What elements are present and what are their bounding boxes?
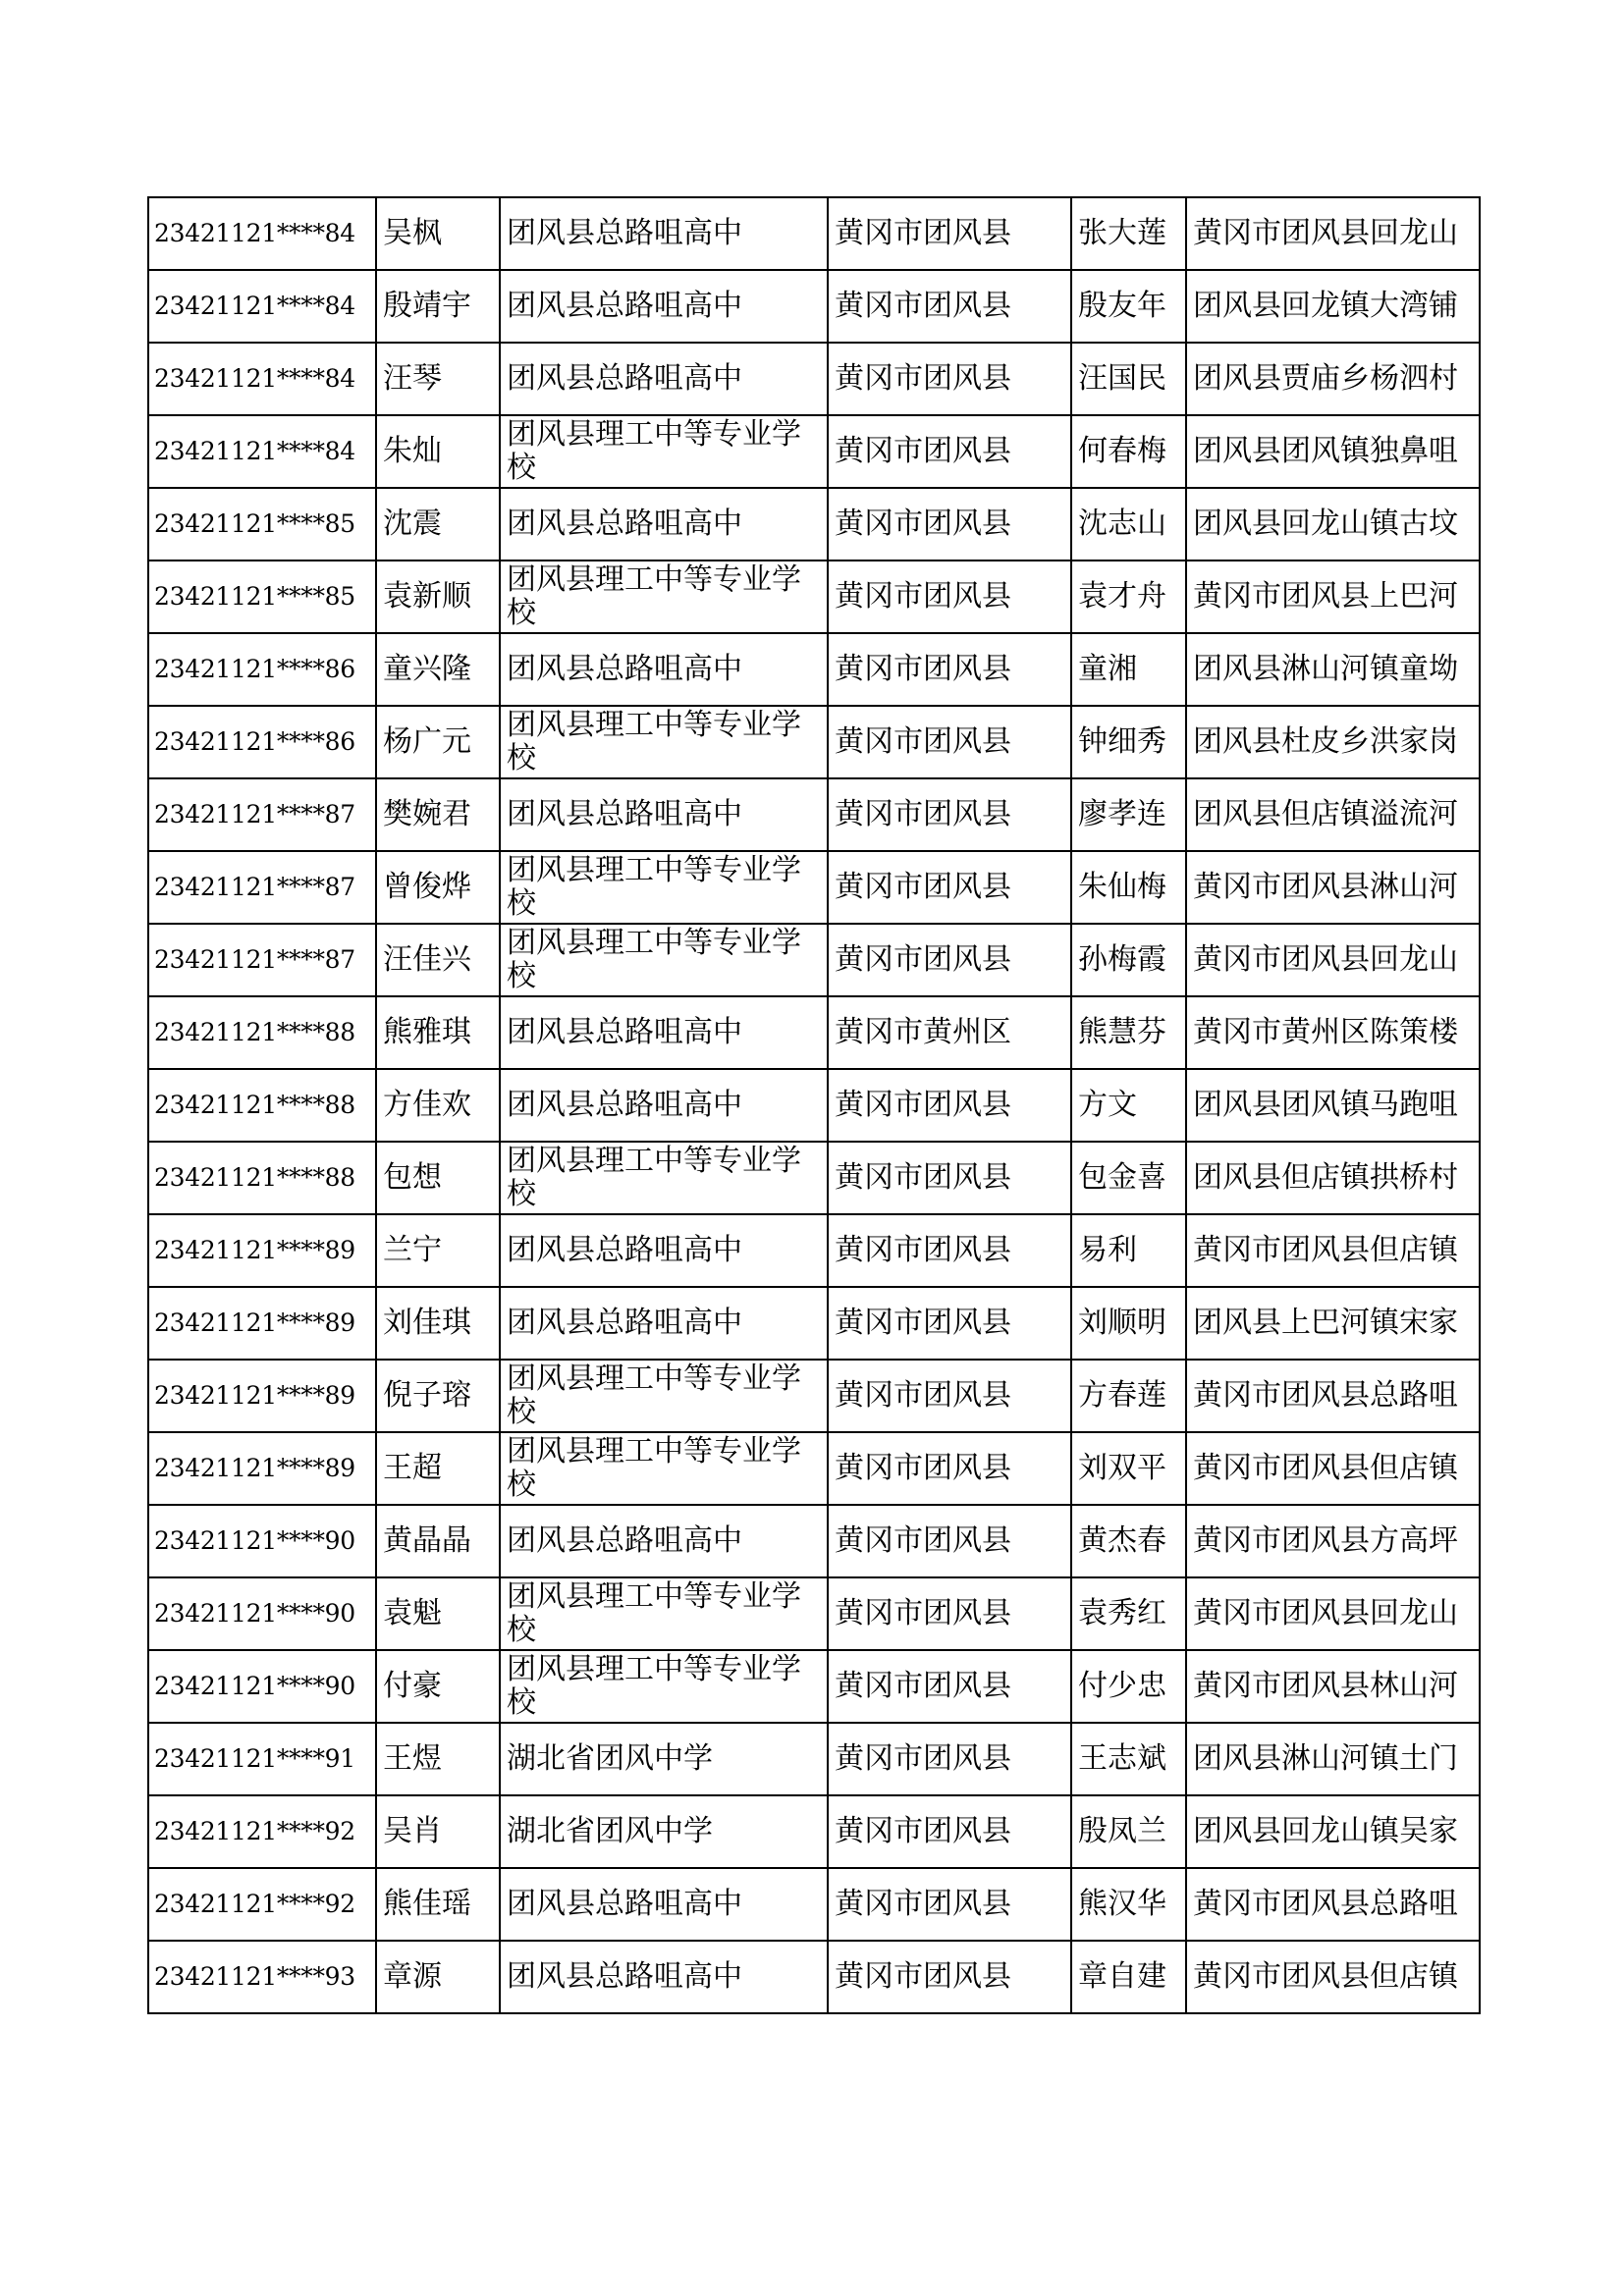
table-row (148, 1795, 1480, 1868)
region-cell: 黄冈市团风县 (828, 1577, 1071, 1650)
exam-id-cell: 23421121****88 (148, 996, 376, 1069)
address-cell: 黄冈市团风县回龙山 (1186, 924, 1480, 996)
exam-id-cell: 23421121****90 (148, 1577, 376, 1650)
student-table (147, 196, 1481, 2014)
exam-id-cell: 23421121****88 (148, 1069, 376, 1142)
guardian-name-cell: 王志斌 (1071, 1723, 1186, 1795)
region-cell: 黄冈市团风县 (828, 633, 1071, 706)
table-row (148, 415, 1480, 488)
school-cell: 团风县理工中等专业学校 (500, 1432, 828, 1505)
guardian-name-cell: 刘顺明 (1071, 1287, 1186, 1360)
exam-id-cell: 23421121****93 (148, 1941, 376, 2013)
student-name-cell: 袁新顺 (376, 561, 500, 633)
region-cell: 黄冈市团风县 (828, 197, 1071, 270)
guardian-name-cell: 沈志山 (1071, 488, 1186, 561)
address-cell: 团风县淋山河镇童坳 (1186, 633, 1480, 706)
school-cell: 团风县总路咀高中 (500, 1287, 828, 1360)
exam-id-cell: 23421121****87 (148, 924, 376, 996)
table-row (148, 270, 1480, 343)
region-cell: 黄冈市团风县 (828, 1142, 1071, 1214)
table-row (148, 1287, 1480, 1360)
table-row (148, 633, 1480, 706)
address-cell: 团风县团风镇马跑咀 (1186, 1069, 1480, 1142)
school-cell: 团风县总路咀高中 (500, 778, 828, 851)
table-row (148, 1214, 1480, 1287)
region-cell: 黄冈市团风县 (828, 1868, 1071, 1941)
student-name-cell: 殷靖宇 (376, 270, 500, 343)
table-row (148, 1650, 1480, 1723)
guardian-name-cell: 付少忠 (1071, 1650, 1186, 1723)
address-cell: 团风县回龙镇大湾铺 (1186, 270, 1480, 343)
table-row (148, 1723, 1480, 1795)
guardian-name-cell: 熊汉华 (1071, 1868, 1186, 1941)
table-row (148, 197, 1480, 270)
school-cell: 团风县总路咀高中 (500, 633, 828, 706)
school-cell: 团风县理工中等专业学校 (500, 924, 828, 996)
school-cell: 团风县理工中等专业学校 (500, 851, 828, 924)
table-row (148, 1868, 1480, 1941)
guardian-name-cell: 方春莲 (1071, 1360, 1186, 1432)
guardian-name-cell: 殷凤兰 (1071, 1795, 1186, 1868)
region-cell: 黄冈市团风县 (828, 1360, 1071, 1432)
exam-id-cell: 23421121****85 (148, 561, 376, 633)
school-cell: 团风县总路咀高中 (500, 197, 828, 270)
region-cell: 黄冈市团风县 (828, 488, 1071, 561)
exam-id-cell: 23421121****89 (148, 1432, 376, 1505)
school-cell: 湖北省团风中学 (500, 1795, 828, 1868)
school-cell: 团风县总路咀高中 (500, 1214, 828, 1287)
exam-id-cell: 23421121****90 (148, 1650, 376, 1723)
school-cell: 团风县总路咀高中 (500, 343, 828, 415)
table-row (148, 561, 1480, 633)
guardian-name-cell: 章自建 (1071, 1941, 1186, 2013)
address-cell: 黄冈市团风县回龙山 (1186, 1577, 1480, 1650)
exam-id-cell: 23421121****86 (148, 706, 376, 778)
school-cell: 团风县理工中等专业学校 (500, 415, 828, 488)
school-cell: 团风县总路咀高中 (500, 1868, 828, 1941)
guardian-name-cell: 熊慧芬 (1071, 996, 1186, 1069)
exam-id-cell: 23421121****84 (148, 343, 376, 415)
student-name-cell: 樊婉君 (376, 778, 500, 851)
table-row (148, 1432, 1480, 1505)
student-name-cell: 吴枫 (376, 197, 500, 270)
address-cell: 黄冈市黄州区陈策楼 (1186, 996, 1480, 1069)
address-cell: 黄冈市团风县但店镇 (1186, 1214, 1480, 1287)
table-row (148, 996, 1480, 1069)
address-cell: 黄冈市团风县林山河 (1186, 1650, 1480, 1723)
address-cell: 黄冈市团风县但店镇 (1186, 1941, 1480, 2013)
table-row (148, 851, 1480, 924)
region-cell: 黄冈市团风县 (828, 415, 1071, 488)
address-cell: 团风县贾庙乡杨泗村 (1186, 343, 1480, 415)
exam-id-cell: 23421121****86 (148, 633, 376, 706)
address-cell: 团风县但店镇溢流河 (1186, 778, 1480, 851)
school-cell: 团风县总路咀高中 (500, 270, 828, 343)
address-cell: 团风县团风镇独鼻咀 (1186, 415, 1480, 488)
student-name-cell: 杨广元 (376, 706, 500, 778)
region-cell: 黄冈市团风县 (828, 270, 1071, 343)
exam-id-cell: 23421121****92 (148, 1795, 376, 1868)
address-cell: 黄冈市团风县回龙山 (1186, 197, 1480, 270)
school-cell: 团风县总路咀高中 (500, 1941, 828, 2013)
table-row (148, 706, 1480, 778)
student-name-cell: 熊雅琪 (376, 996, 500, 1069)
table-row (148, 1069, 1480, 1142)
student-name-cell: 沈震 (376, 488, 500, 561)
region-cell: 黄冈市团风县 (828, 1795, 1071, 1868)
address-cell: 团风县上巴河镇宋家 (1186, 1287, 1480, 1360)
student-name-cell: 包想 (376, 1142, 500, 1214)
student-name-cell: 章源 (376, 1941, 500, 2013)
student-name-cell: 吴肖 (376, 1795, 500, 1868)
guardian-name-cell: 刘双平 (1071, 1432, 1186, 1505)
region-cell: 黄冈市团风县 (828, 343, 1071, 415)
exam-id-cell: 23421121****87 (148, 851, 376, 924)
guardian-name-cell: 袁秀红 (1071, 1577, 1186, 1650)
exam-id-cell: 23421121****89 (148, 1287, 376, 1360)
guardian-name-cell: 袁才舟 (1071, 561, 1186, 633)
region-cell: 黄冈市团风县 (828, 1941, 1071, 2013)
address-cell: 团风县杜皮乡洪家岗 (1186, 706, 1480, 778)
guardian-name-cell: 孙梅霞 (1071, 924, 1186, 996)
school-cell: 湖北省团风中学 (500, 1723, 828, 1795)
guardian-name-cell: 包金喜 (1071, 1142, 1186, 1214)
school-cell: 团风县总路咀高中 (500, 488, 828, 561)
region-cell: 黄冈市团风县 (828, 561, 1071, 633)
school-cell: 团风县理工中等专业学校 (500, 1360, 828, 1432)
table-row (148, 778, 1480, 851)
student-table-body (148, 197, 1480, 2013)
address-cell: 团风县回龙山镇吴家 (1186, 1795, 1480, 1868)
region-cell: 黄冈市团风县 (828, 1723, 1071, 1795)
school-cell: 团风县总路咀高中 (500, 1069, 828, 1142)
region-cell: 黄冈市团风县 (828, 924, 1071, 996)
table-row (148, 924, 1480, 996)
guardian-name-cell: 方文 (1071, 1069, 1186, 1142)
region-cell: 黄冈市团风县 (828, 1214, 1071, 1287)
table-row (148, 1505, 1480, 1577)
address-cell: 黄冈市团风县但店镇 (1186, 1432, 1480, 1505)
guardian-name-cell: 汪国民 (1071, 343, 1186, 415)
region-cell: 黄冈市团风县 (828, 851, 1071, 924)
guardian-name-cell: 殷友年 (1071, 270, 1186, 343)
region-cell: 黄冈市团风县 (828, 778, 1071, 851)
exam-id-cell: 23421121****92 (148, 1868, 376, 1941)
guardian-name-cell: 朱仙梅 (1071, 851, 1186, 924)
table-row (148, 1142, 1480, 1214)
exam-id-cell: 23421121****87 (148, 778, 376, 851)
region-cell: 黄冈市团风县 (828, 1287, 1071, 1360)
exam-id-cell: 23421121****84 (148, 270, 376, 343)
address-cell: 黄冈市团风县上巴河 (1186, 561, 1480, 633)
school-cell: 团风县理工中等专业学校 (500, 1142, 828, 1214)
school-cell: 团风县理工中等专业学校 (500, 1650, 828, 1723)
school-cell: 团风县理工中等专业学校 (500, 706, 828, 778)
guardian-name-cell: 廖孝连 (1071, 778, 1186, 851)
student-name-cell: 方佳欢 (376, 1069, 500, 1142)
region-cell: 黄冈市团风县 (828, 1505, 1071, 1577)
exam-id-cell: 23421121****84 (148, 197, 376, 270)
address-cell: 黄冈市团风县总路咀 (1186, 1868, 1480, 1941)
address-cell: 黄冈市团风县淋山河 (1186, 851, 1480, 924)
exam-id-cell: 23421121****85 (148, 488, 376, 561)
guardian-name-cell: 张大莲 (1071, 197, 1186, 270)
student-name-cell: 付豪 (376, 1650, 500, 1723)
school-cell: 团风县总路咀高中 (500, 1505, 828, 1577)
exam-id-cell: 23421121****89 (148, 1214, 376, 1287)
student-name-cell: 朱灿 (376, 415, 500, 488)
student-name-cell: 王煜 (376, 1723, 500, 1795)
table-row (148, 1941, 1480, 2013)
student-name-cell: 熊佳瑶 (376, 1868, 500, 1941)
guardian-name-cell: 童湘 (1071, 633, 1186, 706)
student-name-cell: 汪琴 (376, 343, 500, 415)
region-cell: 黄冈市团风县 (828, 1432, 1071, 1505)
student-name-cell: 袁魁 (376, 1577, 500, 1650)
school-cell: 团风县总路咀高中 (500, 996, 828, 1069)
table-row (148, 1360, 1480, 1432)
table-row (148, 1577, 1480, 1650)
guardian-name-cell: 钟细秀 (1071, 706, 1186, 778)
address-cell: 团风县淋山河镇土门 (1186, 1723, 1480, 1795)
student-name-cell: 黄晶晶 (376, 1505, 500, 1577)
guardian-name-cell: 黄杰春 (1071, 1505, 1186, 1577)
table-row (148, 343, 1480, 415)
region-cell: 黄冈市团风县 (828, 1650, 1071, 1723)
student-name-cell: 倪子瑢 (376, 1360, 500, 1432)
school-cell: 团风县理工中等专业学校 (500, 1577, 828, 1650)
exam-id-cell: 23421121****91 (148, 1723, 376, 1795)
student-name-cell: 刘佳琪 (376, 1287, 500, 1360)
school-cell: 团风县理工中等专业学校 (500, 561, 828, 633)
guardian-name-cell: 易利 (1071, 1214, 1186, 1287)
student-name-cell: 童兴隆 (376, 633, 500, 706)
student-name-cell: 曾俊烨 (376, 851, 500, 924)
student-name-cell: 兰宁 (376, 1214, 500, 1287)
region-cell: 黄冈市团风县 (828, 1069, 1071, 1142)
student-name-cell: 汪佳兴 (376, 924, 500, 996)
exam-id-cell: 23421121****90 (148, 1505, 376, 1577)
exam-id-cell: 23421121****88 (148, 1142, 376, 1214)
region-cell: 黄冈市黄州区 (828, 996, 1071, 1069)
address-cell: 黄冈市团风县总路咀 (1186, 1360, 1480, 1432)
student-name-cell: 王超 (376, 1432, 500, 1505)
table-row (148, 488, 1480, 561)
address-cell: 黄冈市团风县方高坪 (1186, 1505, 1480, 1577)
exam-id-cell: 23421121****89 (148, 1360, 376, 1432)
exam-id-cell: 23421121****84 (148, 415, 376, 488)
address-cell: 团风县回龙山镇古坟 (1186, 488, 1480, 561)
guardian-name-cell: 何春梅 (1071, 415, 1186, 488)
address-cell: 团风县但店镇拱桥村 (1186, 1142, 1480, 1214)
region-cell: 黄冈市团风县 (828, 706, 1071, 778)
